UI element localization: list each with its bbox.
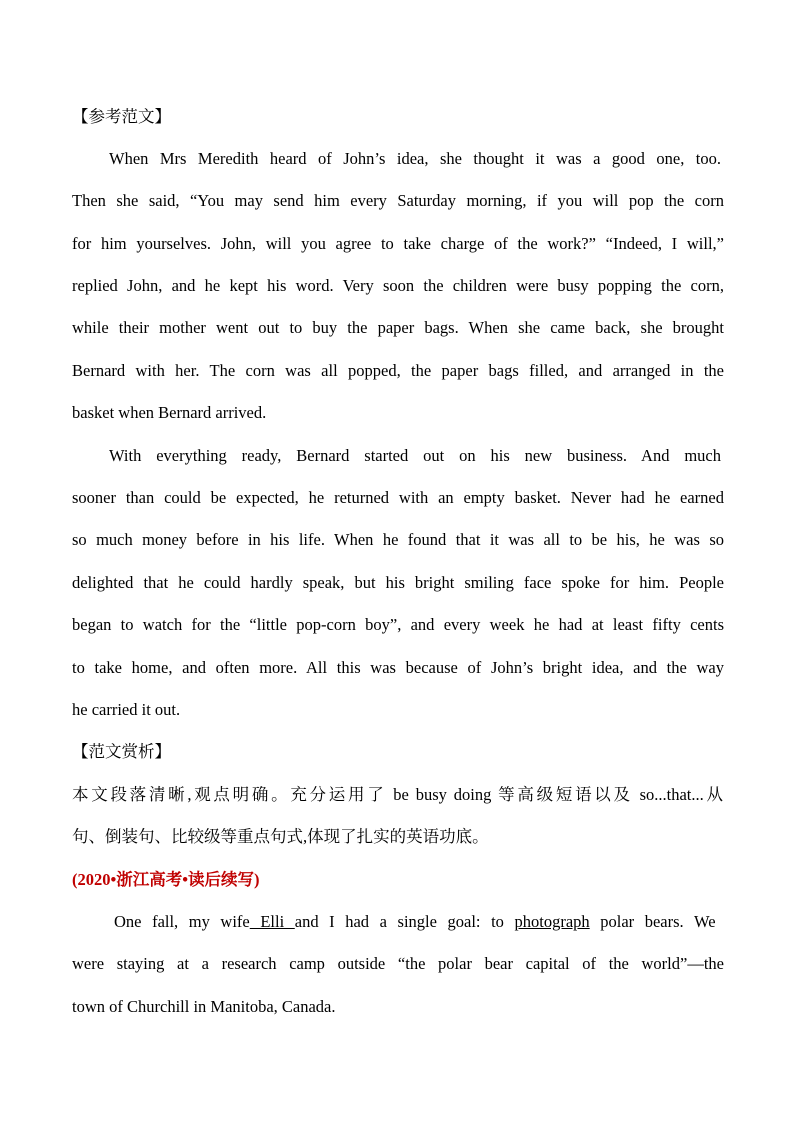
passage-line: were staying at a research camp outside “the polar bear capital of the world”—the xyxy=(72,954,724,973)
analysis-heading: 【范文赏析】 xyxy=(72,742,171,761)
essay-line: replied John, and he kept his word. Very soon the children were busy popping the corn, xyxy=(72,276,724,295)
passage-line xyxy=(114,912,722,932)
essay-line: so much money before in his life. When he found that it was all to be his, he was so xyxy=(72,530,724,549)
essay-line: began to watch for the “little pop-corn boy”, and every week he had at least fifty cents xyxy=(72,615,724,634)
analysis-line: 句、倒装句、比较级等重点句式,体现了扎实的英语功底。 xyxy=(72,827,489,846)
passage-text: and I had a single goal: to xyxy=(294,912,515,931)
essay-line: Bernard with her. The corn was all popped, the paper bags filled, and arranged in the xyxy=(72,361,724,380)
source-label: (2020•浙江高考•读后续写) xyxy=(72,870,260,889)
passage-line: town of Churchill in Manitoba, Canada. xyxy=(72,997,336,1016)
essay-line: delighted that he could hardly speak, but his bright smiling face spoke for him. People xyxy=(72,573,724,592)
essay-line: to take home, and often more. All this was because of John’s bright idea, and the way xyxy=(72,658,724,677)
underlined-word: photograph xyxy=(514,912,590,931)
essay-line: sooner than could be expected, he returned with an empty basket. Never had he earned xyxy=(72,488,724,507)
essay-line: With everything ready, Bernard started out on his new business. And much xyxy=(109,446,721,465)
essay-line: When Mrs Meredith heard of John’s idea, she thought it was a good one, too. xyxy=(109,149,721,168)
essay-line: while their mother went out to buy the paper bags. When she came back, she brought xyxy=(72,318,724,337)
reference-heading: 【参考范文】 xyxy=(72,107,171,126)
passage-text: One fall, my wife xyxy=(114,912,250,931)
passage-text: polar bears. We xyxy=(589,912,716,931)
essay-line: he carried it out. xyxy=(72,700,181,719)
essay-line: for him yourselves. John, will you agree to take charge of the work?” “Indeed, I will,” xyxy=(72,234,724,253)
essay-line: basket when Bernard arrived. xyxy=(72,403,267,422)
analysis-line: 本文段落清晰,观点明确。充分运用了 be busy doing 等高级短语以及 so...that...从 xyxy=(72,785,723,804)
underlined-name: Elli xyxy=(249,912,295,931)
essay-line: Then she said, “You may send him every Saturday morning, if you will pop the corn xyxy=(72,191,724,210)
